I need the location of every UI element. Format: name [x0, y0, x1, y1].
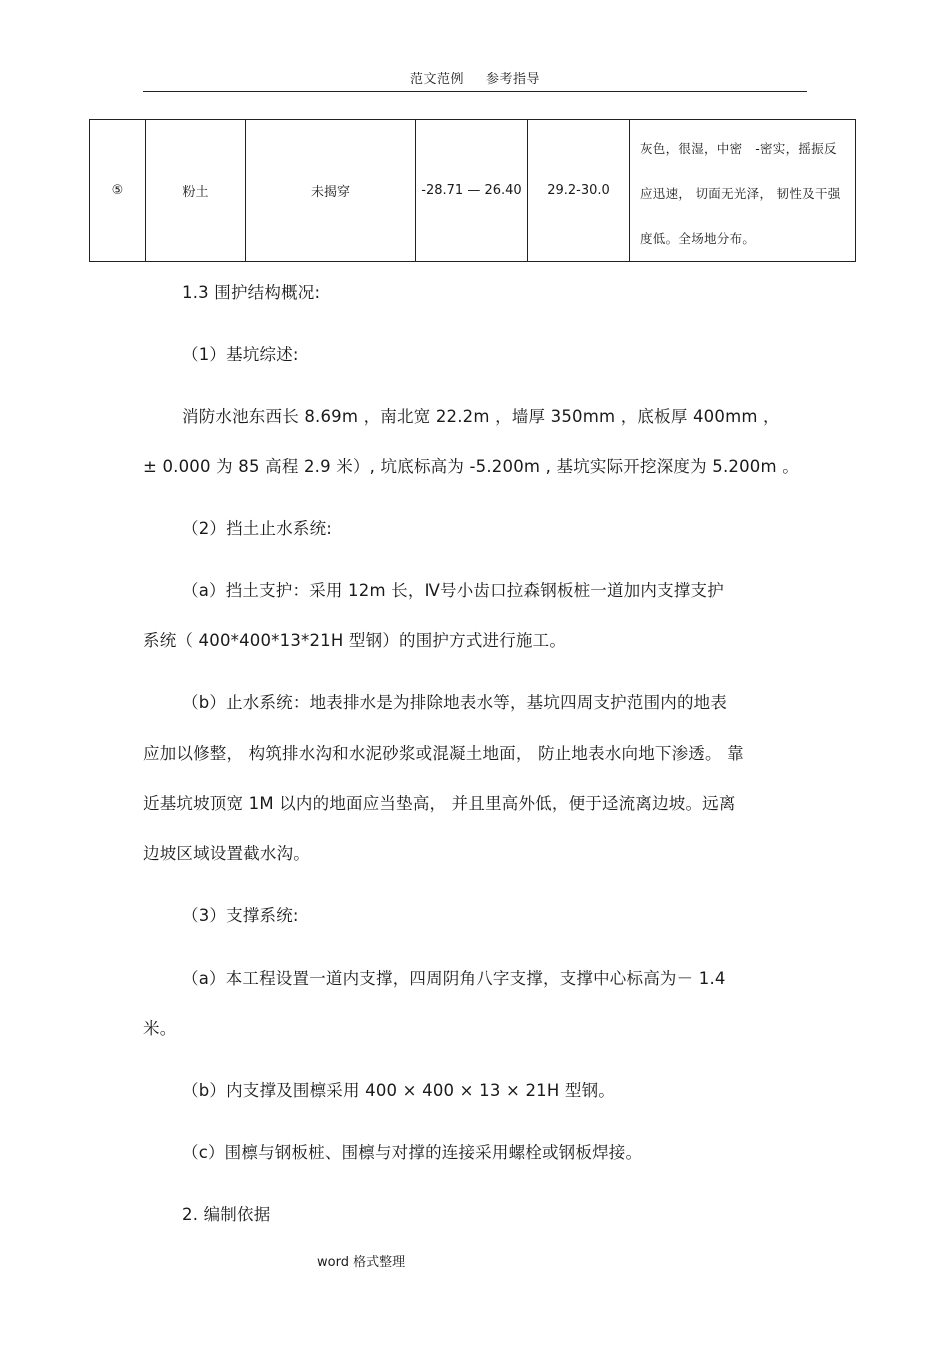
paragraph-line: 系统（ 400*400*13*21H 型钢）的围护方式进行施工。	[143, 631, 567, 650]
soil-name: 粉土	[146, 120, 246, 262]
page-header	[0, 68, 950, 87]
subsection-heading: （1）基坑综述:	[182, 345, 299, 364]
paragraph-line: 米。	[143, 1019, 177, 1038]
layer-number: ⑤	[90, 120, 146, 262]
section-heading-2: 2. 编制依据	[182, 1205, 271, 1224]
soil-description	[630, 120, 856, 262]
paragraph-line: （a）挡土支护：采用 12m 长，Ⅳ号小齿口拉森钢板桩一道加内支撑支护	[182, 581, 724, 600]
description-line: 度低。全场地分布。	[640, 231, 756, 246]
paragraph-line: （b）止水系统：地表排水是为排除地表水等，基坑四周支护范围内的地表	[182, 693, 728, 712]
paragraph-line: 近基坑坡顶宽 1M 以内的地面应当垫高， 并且里高外低，便于迳流离边坡。远离	[143, 794, 736, 813]
elevation-range: -28.71 — 26.40	[416, 120, 528, 262]
paragraph-line: 边坡区域设置截水沟。	[143, 844, 310, 863]
description-line: 应迅速， 切面无光泽， 韧性及干强	[640, 186, 841, 201]
table-row	[90, 120, 856, 262]
subsection-heading: （2）挡土止水系统:	[182, 519, 333, 538]
paragraph-line: （b）内支撑及围檩采用 400 × 400 × 13 × 21H 型钢。	[182, 1081, 615, 1100]
header-divider	[143, 91, 807, 92]
page-footer: word 格式整理	[317, 1255, 406, 1270]
penetration-status: 未揭穿	[246, 120, 416, 262]
header-right: 参考指导	[486, 72, 541, 87]
paragraph-line: 消防水池东西长 8.69m ，南北宽 22.2m ，墙厚 350mm ，底板厚 400mm ，	[182, 407, 780, 426]
header-left: 范文范例	[409, 72, 464, 87]
paragraph-line: （c）围檩与钢板桩、围檩与对撑的连接采用螺栓或钢板焊接。	[182, 1143, 643, 1162]
description-line: 灰色，很湿，中密 -密实，摇振反	[640, 141, 837, 156]
paragraph-line: （a）本工程设置一道内支撑，四周阴角八字支撑，支撑中心标高为－ 1.4	[182, 969, 726, 988]
thickness-range: 29.2-30.0	[528, 120, 630, 262]
soil-layer-table	[89, 119, 856, 262]
subsection-heading: （3）支撑系统:	[182, 906, 299, 925]
paragraph-line: 应加以修整， 构筑排水沟和水泥砂浆或混凝土地面， 防止地表水向地下渗透。 靠	[143, 744, 744, 763]
section-heading-1-3: 1.3 围护结构概况:	[182, 283, 321, 302]
paragraph-line: ± 0.000 为 85 高程 2.9 米）, 坑底标高为 -5.200m , 基坑实际开挖深度为 5.200m 。	[143, 457, 799, 476]
